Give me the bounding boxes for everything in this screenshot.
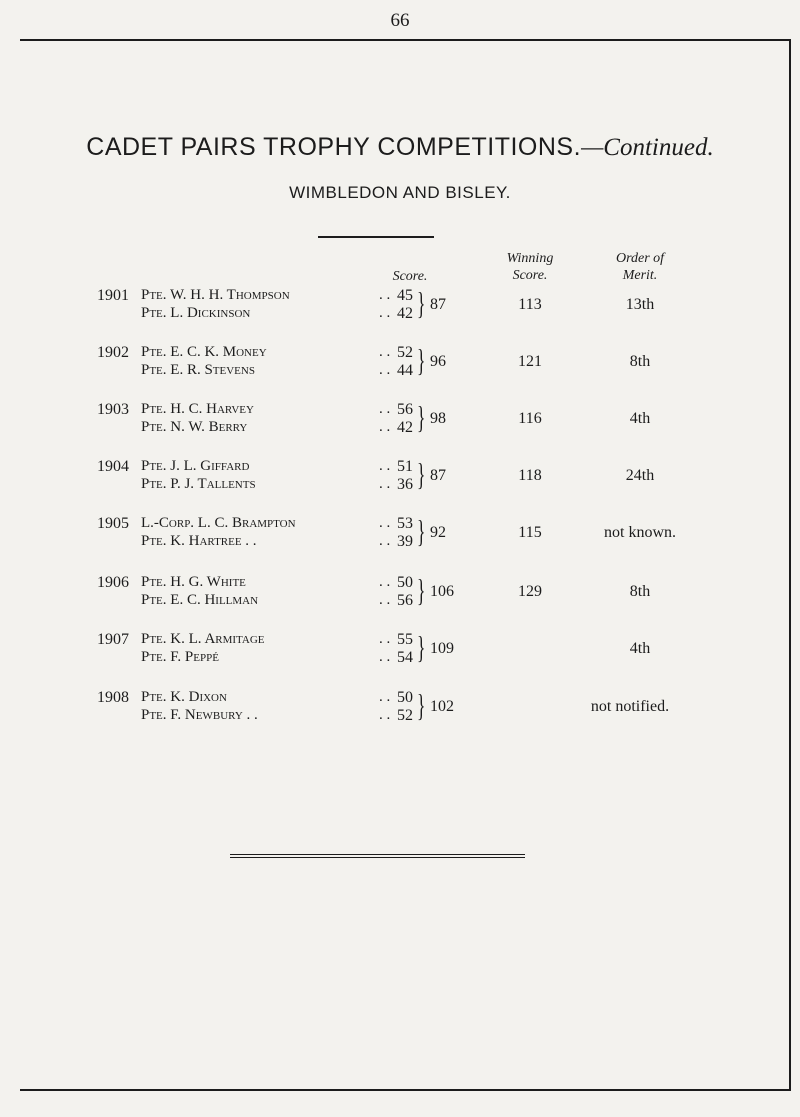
header-merit-line2: Merit.	[622, 268, 658, 283]
leader-dots: . .	[379, 574, 391, 590]
competitor-name: Pte. E. C. Hillman	[141, 592, 259, 608]
competitor-name: Pte. J. L. Giffard	[141, 458, 250, 474]
winning-score: 121	[518, 353, 542, 370]
individual-score: 52	[397, 344, 413, 361]
brace-icon: }	[417, 572, 426, 608]
competitor-name: L.-Corp. L. C. Brampton	[141, 515, 296, 531]
leader-dots: . .	[379, 533, 391, 549]
individual-score: 50	[397, 689, 413, 706]
competitor-name: Pte. K. Dixon	[141, 689, 227, 705]
year-cell: 1903	[97, 401, 129, 418]
table-row	[0, 401, 800, 445]
year-cell: 1907	[97, 631, 129, 648]
brace-icon: }	[417, 513, 426, 549]
competitor-name: Pte. E. C. K. Money	[141, 344, 267, 360]
table-row	[0, 574, 800, 618]
individual-score: 39	[397, 533, 413, 550]
competitor-name: Pte. F. Newbury . .	[141, 707, 258, 723]
end-rule-bottom	[230, 857, 525, 858]
pair-total: 109	[430, 640, 454, 657]
pair-total: 87	[430, 467, 446, 484]
brace-icon: }	[417, 629, 426, 665]
individual-score: 45	[397, 287, 413, 304]
brace-icon: }	[417, 285, 426, 321]
order-of-merit: 4th	[629, 410, 651, 427]
individual-score: 44	[397, 362, 413, 379]
pair-total: 96	[430, 353, 446, 370]
order-of-merit: 4th	[629, 640, 651, 657]
year-cell: 1901	[97, 287, 129, 304]
individual-score: 52	[397, 707, 413, 724]
leader-dots: . .	[379, 476, 391, 492]
leader-dots: . .	[379, 592, 391, 608]
competitor-name: Pte. F. Peppé	[141, 649, 219, 665]
pair-total: 102	[430, 698, 454, 715]
individual-score: 42	[397, 305, 413, 322]
year-cell: 1904	[97, 458, 129, 475]
competitor-name: Pte. W. H. H. Thompson	[141, 287, 290, 303]
brace-icon: }	[417, 456, 426, 492]
title-continued: —Continued.	[581, 134, 714, 161]
leader-dots: . .	[379, 631, 391, 647]
pair-total: 92	[430, 524, 446, 541]
table-row	[0, 689, 800, 733]
competitor-name: Pte. H. G. White	[141, 574, 246, 590]
header-winning-score	[490, 250, 570, 284]
leader-dots: . .	[379, 362, 391, 378]
individual-score: 51	[397, 458, 413, 475]
brace-icon: }	[417, 687, 426, 723]
leader-dots: . .	[379, 287, 391, 303]
pair-total: 98	[430, 410, 446, 427]
competitor-name: Pte. H. C. Harvey	[141, 401, 254, 417]
leader-dots: . .	[379, 344, 391, 360]
competitor-name: Pte. P. J. Tallents	[141, 476, 256, 492]
pair-total: 87	[430, 296, 446, 313]
winning-score: 113	[518, 296, 542, 313]
leader-dots: . .	[379, 689, 391, 705]
year-cell: 1902	[97, 344, 129, 361]
competitor-name: Pte. L. Dickinson	[141, 305, 251, 321]
leader-dots: . .	[379, 458, 391, 474]
individual-score: 36	[397, 476, 413, 493]
competitor-name: Pte. N. W. Berry	[141, 419, 248, 435]
table-row	[0, 631, 800, 675]
competitor-name: Pte. K. Hartree . .	[141, 533, 257, 549]
leader-dots: . .	[379, 707, 391, 723]
section-divider	[318, 236, 434, 238]
page-subtitle: WIMBLEDON AND BISLEY.	[289, 183, 511, 202]
competitor-name: Pte. K. L. Armitage	[141, 631, 265, 647]
year-cell: 1908	[97, 689, 129, 706]
competitor-name: Pte. E. R. Stevens	[141, 362, 255, 378]
table-row	[0, 287, 800, 331]
header-winning-line1: Winning	[506, 251, 554, 266]
header-merit-line1: Order of	[615, 251, 665, 266]
table-row	[0, 458, 800, 502]
year-cell: 1905	[97, 515, 129, 532]
brace-icon: }	[417, 399, 426, 435]
order-of-merit: not known.	[604, 524, 676, 541]
individual-score: 42	[397, 419, 413, 436]
individual-score: 50	[397, 574, 413, 591]
individual-score: 56	[397, 401, 413, 418]
pair-total: 106	[430, 583, 454, 600]
title-main: CADET PAIRS TROPHY COMPETITIONS.	[86, 133, 582, 161]
order-of-merit: 24th	[625, 467, 655, 484]
winning-score: 129	[518, 583, 542, 600]
leader-dots: . .	[379, 515, 391, 531]
header-winning-line2: Score.	[512, 268, 548, 283]
leader-dots: . .	[379, 649, 391, 665]
winning-score: 116	[518, 410, 542, 427]
table-row	[0, 515, 800, 559]
order-of-merit: 8th	[629, 583, 651, 600]
winning-score: 115	[518, 524, 542, 541]
order-of-merit: 8th	[629, 353, 651, 370]
leader-dots: . .	[379, 401, 391, 417]
individual-score: 56	[397, 592, 413, 609]
page-title	[0, 133, 800, 162]
header-order-of-merit	[575, 250, 705, 284]
individual-score: 53	[397, 515, 413, 532]
individual-score: 55	[397, 631, 413, 648]
table-row	[0, 344, 800, 388]
leader-dots: . .	[379, 419, 391, 435]
order-of-merit: not notified.	[590, 698, 670, 715]
end-rule-top	[230, 854, 525, 855]
year-cell: 1906	[97, 574, 129, 591]
order-of-merit: 13th	[625, 296, 655, 313]
page-number: 66	[390, 10, 410, 31]
individual-score: 54	[397, 649, 413, 666]
leader-dots: . .	[379, 305, 391, 321]
header-score: Score.	[392, 269, 428, 284]
winning-score: 118	[518, 467, 542, 484]
brace-icon: }	[417, 342, 426, 378]
